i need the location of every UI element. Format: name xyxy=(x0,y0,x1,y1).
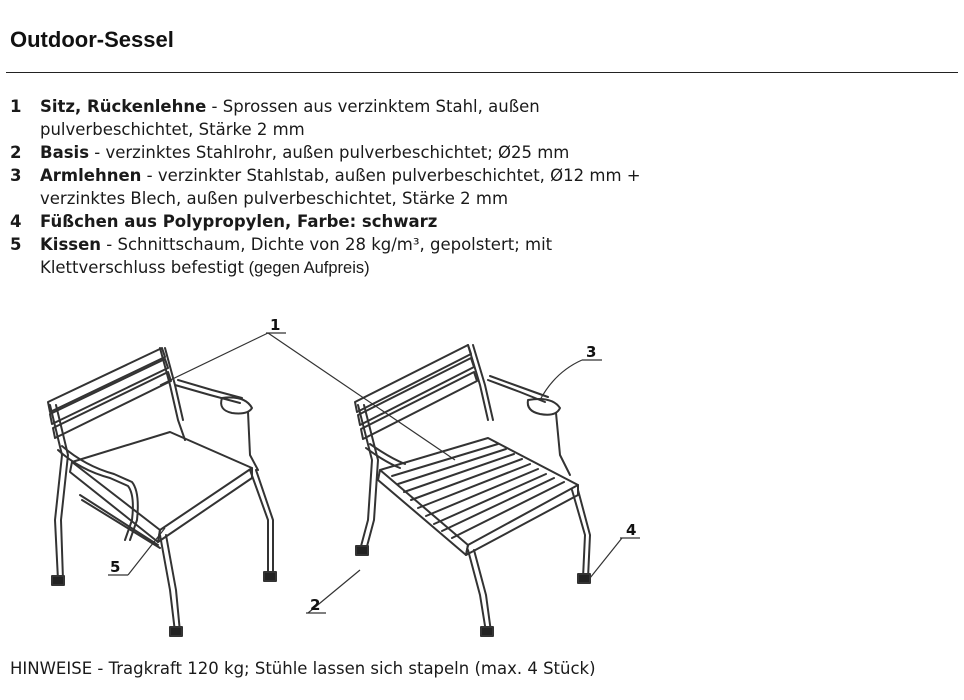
item-description-cont: pulverbeschichtet, Stärke 2 mm xyxy=(40,120,305,139)
callout-3-leader xyxy=(540,360,582,400)
item-description-cont: verzinktes Blech, außen pulverbeschichtet, Stärke 2 mm xyxy=(40,189,509,208)
chair-diagram xyxy=(0,300,964,650)
page-title: Outdoor-Sessel xyxy=(10,27,174,52)
list-item xyxy=(10,210,770,233)
left-chair-drawing xyxy=(48,348,276,636)
item-number: 2 xyxy=(10,143,22,162)
notes-text: HINWEISE - Tragkraft 120 kg; Stühle lassen sich stapeln (max. 4 Stück) xyxy=(10,659,596,678)
callout-4: 4 xyxy=(626,521,637,539)
list-item xyxy=(10,141,770,164)
item-name: Sitz, Rückenlehne xyxy=(40,97,207,116)
list-item xyxy=(10,164,770,210)
item-name: Kissen xyxy=(40,235,102,254)
item-description: - Sprossen aus verzinktem Stahl, außen xyxy=(206,97,540,116)
list-item xyxy=(10,95,770,141)
item-description: - Schnittschaum, Dichte von 28 kg/m³, gepolstert; mit xyxy=(101,235,553,254)
item-description: - verzinkter Stahlstab, außen pulverbeschichtet, Ø12 mm + xyxy=(141,166,641,185)
callout-5-leader xyxy=(128,528,165,575)
item-number: 5 xyxy=(10,235,22,254)
callout-2: 2 xyxy=(310,596,321,614)
item-name: Armlehnen xyxy=(40,166,142,185)
item-description: - verzinktes Stahlrohr, außen pulverbeschichtet; Ø25 mm xyxy=(89,143,570,162)
item-number: 4 xyxy=(10,212,22,231)
item-description-tail: (gegen Aufpreis) xyxy=(243,259,370,277)
right-chair-drawing xyxy=(355,345,590,636)
item-name: Basis xyxy=(40,143,90,162)
callout-5: 5 xyxy=(110,558,121,576)
callout-1: 1 xyxy=(270,316,281,334)
component-list xyxy=(10,95,770,280)
item-number: 1 xyxy=(10,97,22,116)
callout-3: 3 xyxy=(586,343,597,361)
list-item xyxy=(10,233,770,280)
item-description-cont: Klettverschluss befestigt xyxy=(40,258,244,277)
item-number: 3 xyxy=(10,166,22,185)
title-divider xyxy=(6,72,958,73)
item-name: Füßchen aus Polypropylen, Farbe: schwarz xyxy=(40,212,438,231)
callout-4-leader xyxy=(590,538,622,578)
callout-1-leader-left xyxy=(160,333,268,385)
